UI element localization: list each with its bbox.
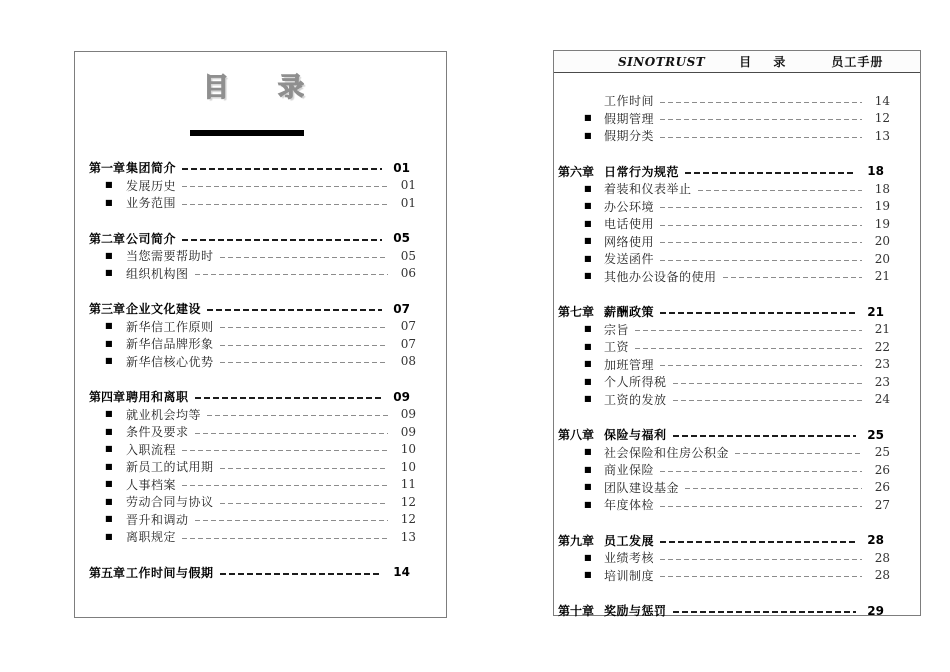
indent-spacer [558,185,604,193]
page-number: 27 [874,497,890,512]
indent-spacer [89,463,126,471]
item-label: 组织机构图 [126,266,189,281]
toc-item-row [558,321,890,339]
dash-leader [182,186,388,187]
bullet-square-icon: ■ [584,341,592,351]
bullet-square-icon: ■ [105,180,113,190]
chapter-page-number: 05 [393,231,410,246]
bullet-square-icon: ■ [584,464,592,474]
chapter-number: 第三章 [89,302,126,317]
page-number: 20 [874,251,890,266]
dash-leader [660,242,862,243]
indent-spacer [89,498,126,506]
indent-spacer [89,410,126,418]
chapter-page-number: 21 [867,304,884,319]
bullet-square-icon: ■ [584,218,592,228]
item-label: 新华信核心优势 [126,354,214,369]
indent-spacer [558,272,604,280]
dash-leader [220,573,382,575]
dash-leader [660,312,856,314]
chapter-page-number: 07 [393,301,410,316]
indent-spacer [89,269,126,277]
indent-spacer [558,501,604,509]
toc-item-row [89,528,416,546]
toc-item-row [89,423,416,441]
chapter-title: 员工发展 [604,533,655,548]
chapter-number: 第四章 [89,390,126,405]
toc-item-row [89,441,416,459]
chapter-title: 工作时间与假期 [126,565,214,580]
item-label: 假期分类 [604,129,655,144]
page-number: 08 [400,354,416,369]
dash-leader [660,471,862,472]
item-label: 劳动合同与协议 [126,495,214,510]
toc-item-row [558,268,890,286]
dash-leader [660,576,862,577]
bullet-square-icon: ■ [584,201,592,211]
page-number: 26 [874,480,890,495]
page-number: 13 [400,529,416,544]
chapter-number: 第七章 [558,305,595,320]
item-label: 离职规定 [126,530,177,545]
item-label: 发送函件 [604,252,655,267]
dash-leader [685,488,862,489]
bullet-square-icon: ■ [584,130,592,140]
page-number: 21 [874,269,890,284]
indent-spacer [89,515,126,523]
indent-spacer [89,480,126,488]
dash-leader [673,611,856,613]
toc-item-row [558,567,890,585]
toc-item-row [89,476,416,494]
indent-spacer [558,395,604,403]
dash-leader [182,485,388,486]
dash-leader [660,260,862,261]
page-number: 14 [874,93,890,108]
chapter-row [89,564,416,582]
chapter-row [558,532,890,550]
dash-leader [660,506,862,507]
chapter-row [558,602,890,620]
indent-spacer [89,533,126,541]
toc-item-row [89,247,416,265]
chapter-page-number: 18 [867,164,884,179]
item-label: 宗旨 [604,322,630,337]
chapter-row [558,426,890,444]
toc-item-row [558,461,890,479]
toc-item-row [558,92,890,110]
page-number: 12 [874,111,890,126]
indent-spacer [89,357,126,365]
toc-item-row [89,458,416,476]
toc-item-row [89,353,416,371]
item-label: 条件及要求 [126,425,189,440]
page-number: 12 [400,512,416,527]
page-number: 07 [400,319,416,334]
dash-leader [660,541,856,543]
dash-leader [182,204,388,205]
toc-page-1 [74,51,447,618]
toc-item-row [89,511,416,529]
toc-item-row [558,356,890,374]
dash-leader [220,503,388,504]
item-label: 团队建设基金 [604,480,680,495]
bullet-square-icon: ■ [105,250,113,260]
toc-item-row [558,479,890,497]
bullet-square-icon: ■ [584,113,592,123]
chapter-number: 第五章 [89,565,126,580]
page-number: 28 [874,550,890,565]
indent-spacer [558,202,604,210]
bullet-square-icon: ■ [105,321,113,331]
indent-spacer [558,554,604,562]
indent-spacer [89,428,126,436]
bullet-square-icon: ■ [584,359,592,369]
toc-item-row [89,335,416,353]
page-number: 01 [400,195,416,210]
indent-spacer [89,199,126,207]
header-title: 目 录 [739,55,786,69]
toc-title: 目 录 [203,73,305,103]
dash-leader [660,119,862,120]
toc-item-row [558,215,890,233]
item-label: 新员工的试用期 [126,460,214,475]
page-number: 22 [874,339,890,354]
item-label: 发展历史 [126,178,177,193]
toc-page-2 [553,50,921,619]
chapter-number: 第八章 [558,428,595,443]
running-header [554,51,920,73]
bullet-square-icon: ■ [584,236,592,246]
bullet-square-icon: ■ [105,479,113,489]
dash-leader [220,468,388,469]
page-number: 09 [400,424,416,439]
bullet-square-icon: ■ [105,426,113,436]
page-number: 07 [400,336,416,351]
page-number: 11 [400,477,416,492]
item-label: 网络使用 [604,234,655,249]
bullet-square-icon: ■ [105,514,113,524]
toc-item-row [558,391,890,409]
bullet-square-icon: ■ [584,552,592,562]
page-number: 10 [400,459,416,474]
page-number: 13 [874,128,890,143]
bullet-square-icon: ■ [584,253,592,263]
bullet-square-icon: ■ [584,394,592,404]
indent-spacer [89,181,126,189]
page-number: 19 [874,216,890,231]
bullet-square-icon: ■ [584,499,592,509]
dash-leader [635,330,862,331]
dash-leader [660,137,862,138]
toc-item-row [89,265,416,283]
toc-item-row [558,198,890,216]
toc-item-row [558,233,890,251]
page-number: 20 [874,234,890,249]
page-number: 12 [400,494,416,509]
toc-item-row [558,110,890,128]
indent-spacer [558,360,604,368]
bullet-square-icon: ■ [584,570,592,580]
chapter-page-number: 09 [393,389,410,404]
bullet-square-icon: ■ [584,482,592,492]
item-label: 业绩考核 [604,551,655,566]
chapter-row [89,300,416,318]
dash-leader [673,400,862,401]
item-label: 个人所得税 [604,375,667,390]
chapter-title: 聘用和离职 [126,390,189,405]
indent-spacer [558,255,604,263]
dash-leader [660,102,862,103]
item-label: 社会保险和住房公积金 [604,445,730,460]
chapter-number: 第二章 [89,231,126,246]
dash-leader [182,538,388,539]
item-label: 办公环境 [604,199,655,214]
dash-leader [182,450,388,451]
toc-item-row [558,444,890,462]
dash-leader [220,257,388,258]
dash-leader [182,239,382,241]
dash-leader [220,327,388,328]
page-number: 28 [874,568,890,583]
indent-spacer [558,325,604,333]
indent-spacer [89,322,126,330]
dash-leader [723,277,862,278]
toc-item-row [558,338,890,356]
dash-leader [635,348,862,349]
brand-logo-text: SINOTRUST [618,54,706,69]
page-number: 06 [400,266,416,281]
chapter-title: 公司简介 [126,231,177,246]
chapter-row [558,163,890,181]
chapter-number: 第十章 [558,604,595,619]
dash-leader [673,383,862,384]
toc-item-row [558,373,890,391]
bullet-square-icon: ■ [105,268,113,278]
item-label: 培训制度 [604,568,655,583]
indent-spacer [558,114,604,122]
indent-spacer [558,448,604,456]
chapter-page-number: 29 [867,603,884,618]
chapter-title: 奖励与惩罚 [604,604,667,619]
page-number: 10 [400,442,416,457]
toc-item-row [558,496,890,514]
bullet-square-icon: ■ [584,271,592,281]
item-label: 工资的发放 [604,392,667,407]
bullet-square-icon: ■ [105,197,113,207]
bullet-square-icon: ■ [105,496,113,506]
item-label: 假期管理 [604,111,655,126]
dash-leader [735,453,862,454]
toc-list-page-2 [554,92,920,620]
dash-leader [207,309,382,311]
bullet-square-icon: ■ [584,183,592,193]
indent-spacer [558,378,604,386]
chapter-title: 日常行为规范 [604,164,680,179]
dash-leader [698,190,862,191]
item-label: 年度体检 [604,498,655,513]
item-label: 加班管理 [604,357,655,372]
chapter-row [89,230,416,248]
item-label: 工资 [604,340,630,355]
bullet-square-icon: ■ [584,324,592,334]
toc-item-row [89,177,416,195]
page-number: 01 [400,178,416,193]
page-number: 19 [874,199,890,214]
chapter-number: 第六章 [558,164,595,179]
bullet-square-icon: ■ [584,447,592,457]
dash-leader [660,365,862,366]
indent-spacer [558,237,604,245]
page-number: 23 [874,357,890,372]
bullet-square-icon: ■ [105,409,113,419]
item-label: 就业机会均等 [126,407,202,422]
item-label: 业务范围 [126,196,177,211]
toc-item-row [89,493,416,511]
item-label: 着装和仪表举止 [604,182,692,197]
toc-item-row [558,549,890,567]
toc-item-row [89,406,416,424]
chapter-row [558,303,890,321]
bullet-square-icon: ■ [584,376,592,386]
toc-list-page-1 [75,159,446,581]
bullet-square-icon: ■ [105,338,113,348]
page-number: 26 [874,462,890,477]
header-doc-name: 员工手册 [831,55,884,69]
toc-item-row [89,194,416,212]
item-label: 晋升和调动 [126,512,189,527]
dash-leader [195,520,388,521]
toc-item-row [89,318,416,336]
item-label: 新华信品牌形象 [126,337,214,352]
page-number: 21 [874,322,890,337]
page-number: 25 [874,445,890,460]
bullet-square-icon: ■ [105,356,113,366]
item-label: 工作时间 [604,94,655,109]
chapter-page-number: 14 [393,565,410,580]
bullet-square-icon: ■ [105,444,113,454]
bullet-square-icon: ■ [105,531,113,541]
item-label: 入职流程 [126,442,177,457]
indent-spacer [558,571,604,579]
indent-spacer [558,483,604,491]
dash-leader [220,345,388,346]
chapter-row [89,388,416,406]
dash-leader [220,362,388,363]
indent-spacer [558,466,604,474]
item-label: 商业保险 [604,463,655,478]
dash-leader [685,172,856,174]
indent-spacer [558,132,604,140]
dash-leader [660,207,862,208]
page-number: 09 [400,407,416,422]
dash-leader [660,225,862,226]
dash-leader [182,168,382,170]
title-underline-bar [190,130,304,136]
chapter-number: 第九章 [558,533,595,548]
dash-leader [195,433,388,434]
dash-leader [195,397,382,399]
toc-item-row [558,180,890,198]
item-label: 电话使用 [604,217,655,232]
indent-spacer [89,340,126,348]
dash-leader [660,559,862,560]
toc-item-row [558,127,890,145]
item-label: 其他办公设备的使用 [604,269,717,284]
dash-leader [207,415,388,416]
page-number: 23 [874,374,890,389]
bullet-square-icon: ■ [105,461,113,471]
item-label: 当您需要帮助时 [126,249,214,264]
toc-item-row [558,250,890,268]
dash-leader [195,274,388,275]
chapter-title: 企业文化建设 [126,302,202,317]
indent-spacer [558,343,604,351]
page-number: 05 [400,248,416,263]
page-number: 24 [874,392,890,407]
chapter-title: 薪酬政策 [604,305,655,320]
item-label: 新华信工作原则 [126,319,214,334]
chapter-title: 保险与福利 [604,428,667,443]
chapter-page-number: 28 [867,533,884,548]
chapter-number: 第一章 [89,161,126,176]
dash-leader [673,435,856,437]
page-number: 18 [874,181,890,196]
indent-spacer [89,445,126,453]
chapter-page-number: 25 [867,427,884,442]
indent-spacer [558,220,604,228]
item-label: 人事档案 [126,477,177,492]
indent-spacer [89,252,126,260]
chapter-page-number: 01 [393,160,410,175]
chapter-title: 集团简介 [126,161,177,176]
chapter-row [89,159,416,177]
